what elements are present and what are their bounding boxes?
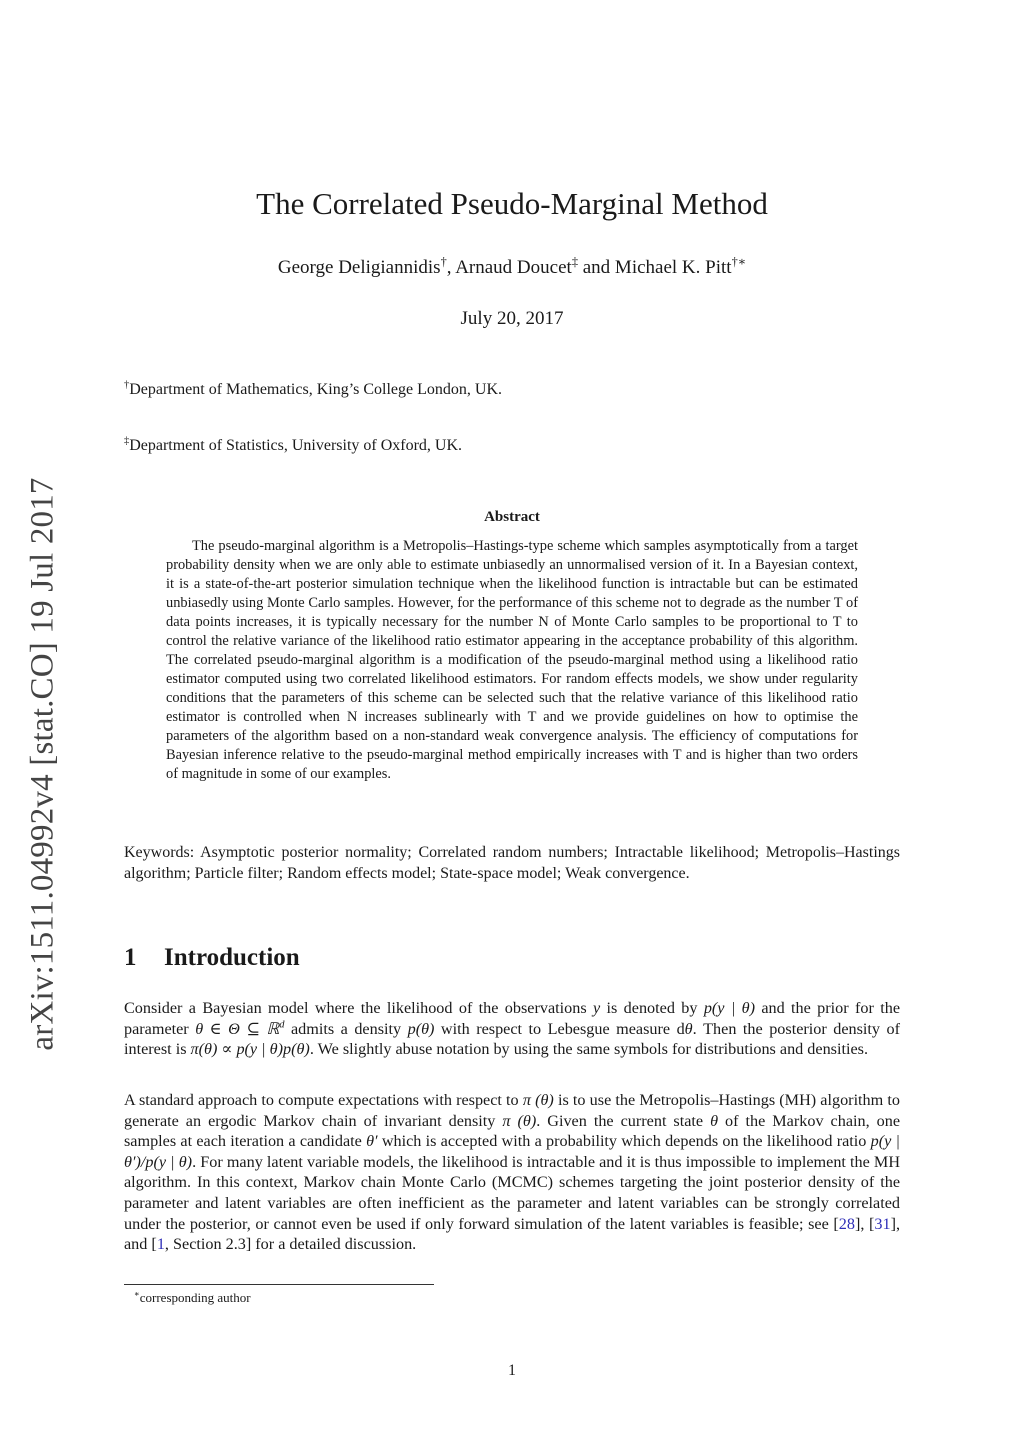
footnote-mark: ∗: [134, 1288, 140, 1299]
author-name: Arnaud Doucet: [455, 257, 572, 278]
author-name: George Deligiannidis: [277, 257, 441, 278]
affiliation-mark: ‡: [571, 254, 578, 269]
affiliation-2: [124, 435, 904, 457]
footnote-divider: [124, 1284, 434, 1285]
paper-date: July 20, 2017: [460, 308, 564, 329]
affiliation-mark: ‡: [124, 435, 130, 447]
affiliation-mark: †: [440, 254, 447, 269]
page-number: 1: [508, 1362, 516, 1379]
author-line: George Deligiannidis†, Arnaud Doucet‡ and Michael K. Pitt†∗: [277, 254, 747, 278]
abstract-heading: Abstract: [484, 509, 540, 525]
arxiv-stamp: [12, 458, 74, 1070]
keywords: [124, 843, 900, 884]
affiliation-text: Department of Statistics, University of Oxford, UK.: [129, 437, 463, 454]
citation-link[interactable]: 28: [838, 1214, 855, 1233]
arxiv-identifier: arXiv:1511.04992v4 [stat.CO] 19 Jul 2017: [24, 477, 61, 1051]
affiliation-mark: †: [124, 379, 130, 391]
affiliation-mark: †∗: [731, 254, 747, 269]
section-title: Introduction: [164, 944, 300, 971]
paper-title: The Correlated Pseudo-Marginal Method: [256, 186, 768, 221]
citation-link[interactable]: 31: [874, 1214, 891, 1233]
section-number: 1: [124, 944, 137, 971]
keywords-label: Keywords:: [124, 844, 195, 861]
intro-paragraph-1: Consider a Bayesian model where the likelihood of the observations y is denoted by p(y | θ) and the prior for the parameter θ ∈ Θ ⊆ ℝ$^d$ admits a density p(θ) with respect to Lebesgue measure dθ. Then the posterior density of interest is π(θ) ∝ p(y | θ)p(θ). We slightly abuse notation by using the same symbols for distributions and densities.: [124, 999, 901, 1059]
footnote-text: corresponding author: [139, 1290, 251, 1305]
author-name: Michael K. Pitt: [614, 257, 732, 278]
intro-paragraph-2: A standard approach to compute expectations with respect to π (θ) is to use the Metropolis–Hastings (MH) algorithm to generate an ergodic Markov chain of invariant density π (θ). Given the current state θ of the Markov chain, one samples at each iteration a candidate θ′ which is accepted with a probability which depends on the likelihood ratio p(y | θ′)/p(y | θ). For many latent variable models, the likelihood is intractable and it is thus impossible to implement the MH algorithm. In this context, Markov chain Monte Carlo (MCMC) schemes targeting the joint posterior density of the parameter and latent variables are often inefficient as the parameter and latent variables can be strongly correlated under the posterior, or cannot even be used if only forward simulation of the latent variables is feasible; see [28], [31], and [1, Section 2.3] for a detailed discussion.: [124, 1091, 901, 1254]
keywords-text: Asymptotic posterior normality; Correlated random numbers; Intractable likelihood; Metropolis–Hastings algorithm; Particle filter; Random effects model; State-space model; Weak convergence.: [124, 844, 900, 882]
footnote: [134, 1289, 251, 1307]
section-heading: [124, 942, 300, 974]
citation-link[interactable]: 1: [156, 1235, 165, 1254]
abstract-text: The pseudo-marginal algorithm is a Metropolis–Hastings-type scheme which samples asymptotically from a target probability density when we are only able to estimate unbiasedly an unnormalised version of it. In a Bayesian context, it is a state-of-the-art posterior simulation technique when the likelihood function is intractable but can be estimated unbiasedly using Monte Carlo samples. However, for the performance of this scheme not to degrade as the number T of data points increases, it is typically necessary for the number N of Monte Carlo samples to be proportional to T to control the relative variance of the likelihood ratio estimator appearing in the acceptance probability of this algorithm. The correlated pseudo-marginal algorithm is a modification of the pseudo-marginal method using a likelihood ratio estimator computed using two correlated likelihood estimators. For random effects models, we show under regularity conditions that the parameters of this scheme can be selected such that the relative variance of this likelihood ratio estimator is controlled when N increases sublinearly with T and we provide guidelines on how to optimise the parameters of the algorithm based on a non-standard weak convergence analysis. The efficiency of computations for Bayesian inference relative to the pseudo-marginal method empirically increases with T and is higher than two orders of magnitude in some of our examples.: [166, 538, 858, 782]
affiliation-1: [124, 379, 904, 401]
affiliation-text: Department of Mathematics, King’s College London, UK.: [129, 381, 503, 398]
